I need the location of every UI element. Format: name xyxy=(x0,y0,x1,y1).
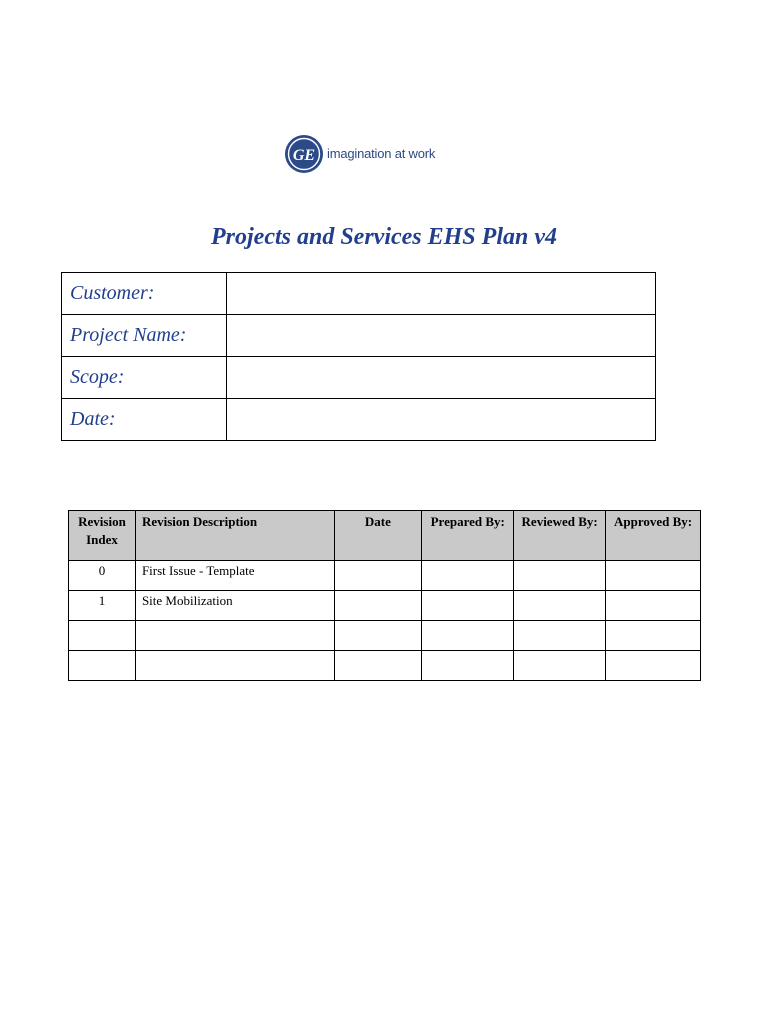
revision-index-cell xyxy=(69,651,136,681)
date-label: Date: xyxy=(62,399,227,441)
prepared-by-cell xyxy=(422,591,514,621)
info-row-project-name xyxy=(62,315,656,357)
ge-logo-icon xyxy=(284,132,324,176)
approved-by-cell xyxy=(606,621,701,651)
table-row xyxy=(69,651,701,681)
info-row-date xyxy=(62,399,656,441)
date-cell xyxy=(334,651,422,681)
project-name-label: Project Name: xyxy=(62,315,227,357)
col-prepared-by: Prepared By: xyxy=(422,511,514,561)
scope-label: Scope: xyxy=(62,357,227,399)
col-revision-description: Revision Description xyxy=(135,511,334,561)
approved-by-cell xyxy=(606,651,701,681)
date-value xyxy=(227,399,656,441)
info-row-scope xyxy=(62,357,656,399)
date-cell xyxy=(334,561,422,591)
date-cell xyxy=(334,591,422,621)
col-date: Date xyxy=(334,511,422,561)
revision-description-cell: Site Mobilization xyxy=(135,591,334,621)
approved-by-cell xyxy=(606,591,701,621)
reviewed-by-cell xyxy=(514,621,606,651)
table-row xyxy=(69,621,701,651)
revision-description-cell xyxy=(135,621,334,651)
date-cell xyxy=(334,621,422,651)
ge-logo xyxy=(284,132,436,178)
project-name-value xyxy=(227,315,656,357)
reviewed-by-cell xyxy=(514,591,606,621)
scope-value xyxy=(227,357,656,399)
revision-description-cell xyxy=(135,651,334,681)
info-row-customer xyxy=(62,273,656,315)
revision-description-cell: First Issue - Template xyxy=(135,561,334,591)
revision-header-row xyxy=(69,511,701,561)
table-row xyxy=(69,561,701,591)
revision-index-cell: 1 xyxy=(69,591,136,621)
ge-monogram: GE xyxy=(292,147,316,164)
prepared-by-cell xyxy=(422,561,514,591)
reviewed-by-cell xyxy=(514,561,606,591)
col-approved-by: Approved By: xyxy=(606,511,701,561)
reviewed-by-cell xyxy=(514,651,606,681)
logo-tagline: imagination at work xyxy=(327,146,436,161)
approved-by-cell xyxy=(606,561,701,591)
prepared-by-cell xyxy=(422,621,514,651)
prepared-by-cell xyxy=(422,651,514,681)
document-title: Projects and Services EHS Plan v4 xyxy=(211,224,557,250)
revision-table xyxy=(68,510,701,681)
customer-label: Customer: xyxy=(62,273,227,315)
project-info-table xyxy=(61,272,656,441)
col-revision-index: Revision Index xyxy=(69,511,136,561)
table-row xyxy=(69,591,701,621)
revision-index-cell: 0 xyxy=(69,561,136,591)
customer-value xyxy=(227,273,656,315)
col-reviewed-by: Reviewed By: xyxy=(514,511,606,561)
revision-index-cell xyxy=(69,621,136,651)
